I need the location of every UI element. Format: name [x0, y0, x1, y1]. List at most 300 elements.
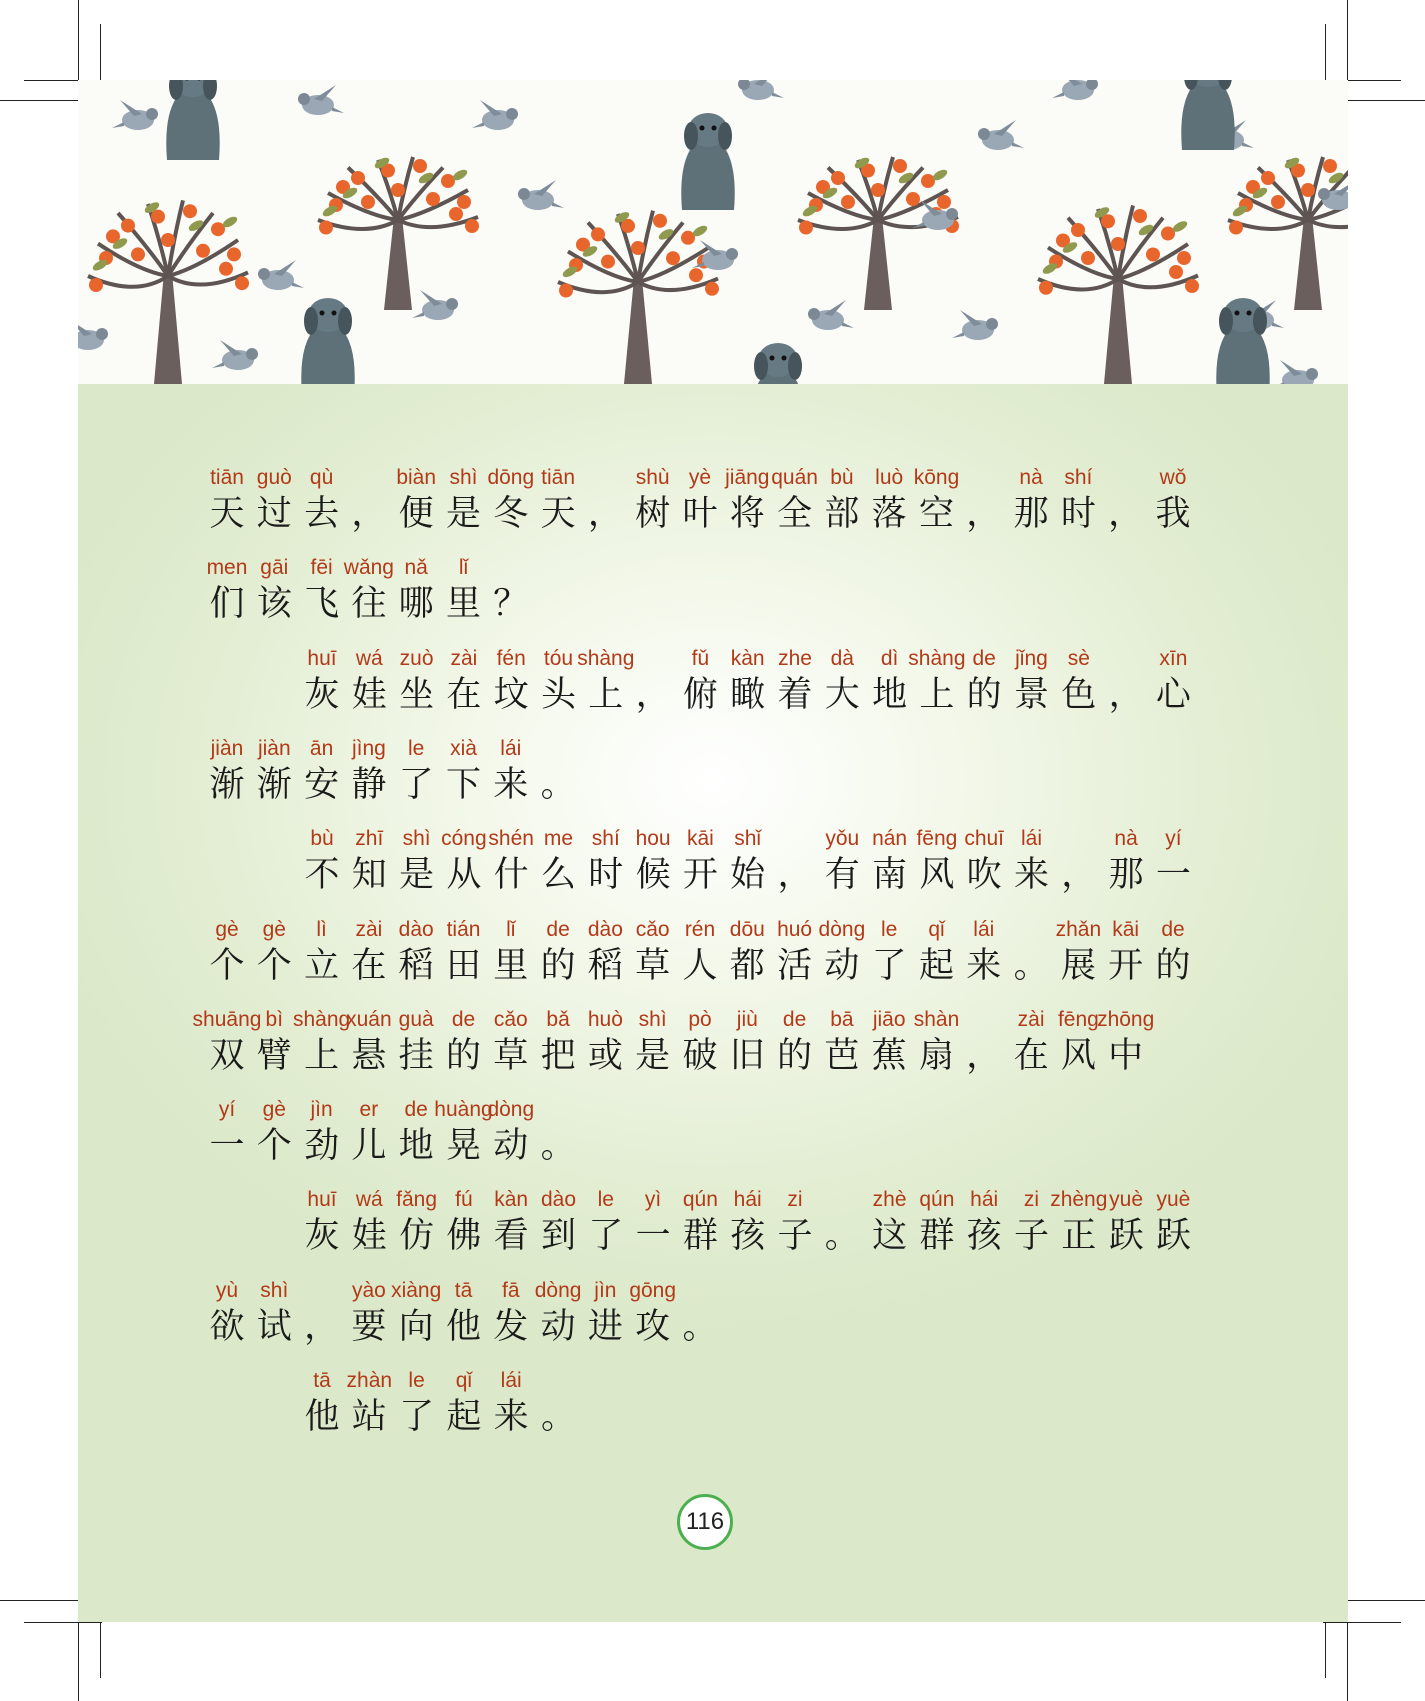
hanzi: 么 — [540, 855, 576, 896]
hanzi: 子 — [1013, 1216, 1049, 1257]
pinyin: jiàn — [210, 736, 244, 760]
hanzi: 悬 — [351, 1035, 387, 1076]
hanzi: 欲 — [209, 1306, 245, 1347]
bird — [1272, 360, 1318, 384]
hanzi: 的 — [966, 674, 1002, 715]
crop-mark — [1323, 1622, 1401, 1623]
pinyin: zhèng — [1050, 1188, 1108, 1212]
pinyin: fén — [496, 646, 526, 670]
pinyin: tóu — [543, 646, 574, 670]
pinyin: kāi — [686, 827, 714, 851]
crop-mark — [1347, 1622, 1348, 1701]
bird — [1052, 80, 1098, 100]
pinyin: huī — [307, 646, 337, 670]
hanzi: 是 — [445, 494, 481, 534]
text-line — [78, 1098, 1348, 1178]
pinyin: yì — [644, 1188, 662, 1212]
hanzi: ， — [1108, 674, 1144, 715]
page-number: 116 — [677, 1494, 733, 1550]
pinyin: chuī — [964, 827, 1005, 851]
pinyin: sè — [1067, 646, 1090, 670]
hanzi: 蕉 — [871, 1035, 907, 1076]
pinyin: zhī — [355, 827, 384, 851]
hanzi: 里 — [445, 584, 481, 625]
pinyin: dōng — [487, 466, 535, 489]
hanzi: 动 — [493, 1126, 529, 1167]
pinyin: jìng — [351, 736, 386, 760]
hanzi: ， — [1061, 855, 1097, 896]
hanzi: 坐 — [399, 674, 435, 715]
hanzi: 了 — [399, 1397, 435, 1437]
dog — [301, 298, 354, 384]
bird — [78, 320, 108, 350]
hanzi: 孩 — [730, 1216, 766, 1257]
pinyin: tā — [454, 1278, 473, 1302]
hanzi: 展 — [1060, 945, 1096, 986]
char-cell — [1151, 466, 1195, 546]
hanzi: 跃 — [1155, 1216, 1191, 1257]
hanzi: 都 — [729, 945, 765, 986]
pinyin: cóng — [441, 827, 487, 851]
hanzi: 劲 — [304, 1126, 340, 1167]
hanzi: 俯 — [682, 674, 718, 715]
hanzi: 开 — [1108, 945, 1144, 986]
pinyin: ān — [309, 736, 334, 760]
pinyin: kōng — [913, 466, 960, 489]
text-line — [78, 466, 1348, 546]
char-cell — [489, 1369, 533, 1449]
hanzi: 不 — [304, 855, 340, 896]
pinyin: dōu — [729, 917, 765, 941]
char-cell — [773, 1188, 817, 1268]
pinyin: lái — [973, 917, 995, 941]
hanzi: 芭 — [824, 1035, 860, 1076]
char-cell — [631, 1279, 675, 1359]
char-cell — [1151, 1188, 1195, 1268]
pinyin: zhè — [872, 1188, 907, 1212]
hanzi: 站 — [351, 1397, 387, 1437]
hanzi: 娃 — [351, 674, 387, 715]
char-cell — [1056, 466, 1100, 546]
pinyin: nán — [872, 827, 908, 851]
hanzi: 动 — [824, 945, 860, 986]
char-cell — [252, 1279, 296, 1359]
text-line — [78, 1008, 1348, 1088]
pinyin: zhe — [778, 646, 812, 670]
pinyin: nà — [1019, 466, 1043, 489]
pinyin: kāi — [1112, 917, 1140, 941]
hanzi: 上 — [304, 1035, 340, 1076]
pinyin: shì — [402, 827, 431, 851]
hanzi: 一 — [635, 1216, 671, 1257]
pinyin: lǐ — [458, 556, 469, 580]
hanzi: 或 — [587, 1035, 623, 1076]
hanzi: 从 — [446, 855, 482, 896]
pinyin: dà — [830, 646, 854, 670]
pinyin: de — [451, 1007, 476, 1031]
hanzi: 孩 — [966, 1216, 1002, 1257]
hanzi: 群 — [682, 1216, 718, 1257]
pinyin: hái — [733, 1188, 762, 1212]
hanzi: 去 — [304, 494, 340, 534]
text-line — [78, 1188, 1348, 1268]
hanzi: 田 — [445, 945, 481, 986]
pinyin: shuāng — [192, 1007, 262, 1031]
pinyin: le — [408, 736, 425, 760]
pinyin: yuè — [1109, 1188, 1144, 1212]
pinyin: lái — [500, 736, 522, 760]
pinyin: pò — [688, 1007, 712, 1031]
hanzi: 正 — [1061, 1216, 1097, 1257]
hanzi: 天 — [540, 494, 576, 534]
hanzi: 景 — [1013, 674, 1049, 715]
pinyin: me — [543, 827, 574, 851]
pinyin: men — [206, 556, 248, 580]
pinyin: de — [404, 1098, 428, 1122]
hanzi: 的 — [1155, 945, 1191, 986]
crop-mark — [1345, 100, 1425, 101]
char-cell — [1097, 1007, 1155, 1088]
hanzi: 部 — [824, 494, 860, 534]
illustration-banner — [78, 80, 1348, 384]
hanzi: 。 — [1013, 945, 1049, 986]
char-cell — [489, 737, 533, 817]
pinyin: wǎng — [343, 556, 394, 580]
pinyin: fēng — [1057, 1007, 1099, 1031]
hanzi: 。 — [682, 1306, 718, 1347]
pinyin: kàn — [494, 1188, 529, 1212]
hanzi: 起 — [918, 945, 954, 986]
pinyin: er — [359, 1098, 379, 1122]
pinyin: le — [597, 1188, 614, 1212]
hanzi: 心 — [1155, 674, 1191, 715]
pinyin: wá — [355, 1188, 383, 1212]
pinyin: shén — [488, 827, 534, 851]
char-cell — [536, 737, 580, 817]
hanzi: 中 — [1108, 1035, 1144, 1076]
pinyin: gè — [262, 1098, 286, 1122]
dog — [1181, 80, 1234, 150]
hanzi: 上 — [919, 674, 955, 715]
bird — [952, 310, 998, 340]
bird — [518, 180, 564, 210]
pinyin: yè — [688, 466, 712, 489]
char-cell — [537, 1369, 581, 1449]
hanzi: ？ — [493, 584, 529, 625]
pinyin: zi — [787, 1188, 803, 1212]
pinyin: yǒu — [825, 827, 860, 851]
hanzi: 试 — [256, 1306, 292, 1347]
crop-mark — [0, 100, 80, 101]
pinyin: zhōng — [1097, 1007, 1155, 1031]
hanzi: 地 — [872, 674, 908, 715]
pinyin: qù — [309, 466, 334, 489]
crop-mark — [78, 1622, 79, 1701]
hanzi: 扇 — [918, 1035, 954, 1076]
hanzi: ， — [777, 855, 813, 896]
hanzi: 了 — [871, 945, 907, 986]
hanzi: 风 — [1060, 1035, 1096, 1076]
char-cell — [300, 466, 344, 546]
hanzi: 人 — [682, 945, 718, 986]
bird — [978, 120, 1024, 150]
char-cell — [915, 1008, 959, 1088]
text-line — [78, 918, 1348, 998]
pinyin: wá — [355, 646, 383, 670]
pinyin: gè — [215, 917, 239, 941]
hanzi: 立 — [304, 945, 340, 986]
hanzi: 风 — [919, 855, 955, 896]
hanzi: 静 — [351, 764, 387, 805]
hanzi: 稻 — [398, 945, 434, 986]
hanzi: 渐 — [256, 764, 292, 805]
hanzi: 始 — [730, 855, 766, 896]
hanzi: 把 — [540, 1035, 576, 1076]
char-cell — [489, 1098, 533, 1178]
dog — [1216, 298, 1269, 384]
bird — [298, 85, 344, 115]
pinyin: tiān — [541, 466, 576, 489]
hanzi: 个 — [209, 945, 245, 986]
hanzi: ， — [966, 1035, 1002, 1076]
text-line — [78, 647, 1348, 727]
bird — [472, 100, 518, 130]
pinyin: gōng — [629, 1278, 677, 1302]
pinyin: de — [782, 1007, 807, 1031]
hanzi: 过 — [256, 494, 292, 534]
pinyin: de — [546, 917, 570, 941]
pinyin: guò — [256, 466, 292, 489]
hanzi: ， — [304, 1306, 340, 1347]
pinyin: xià — [450, 736, 477, 760]
hanzi: 安 — [304, 764, 340, 805]
hanzi: 来 — [1013, 855, 1049, 896]
hanzi: 个 — [256, 1126, 292, 1167]
pinyin: lǐ — [506, 917, 516, 941]
pinyin: tián — [446, 917, 481, 941]
hanzi: 活 — [777, 945, 813, 986]
pinyin: jìn — [594, 1278, 617, 1302]
pinyin: zhǎn — [1055, 917, 1102, 941]
persimmon-tree — [558, 210, 719, 384]
hanzi: 在 — [446, 674, 482, 715]
hanzi: 娃 — [351, 1216, 387, 1257]
pinyin: huò — [587, 1007, 623, 1031]
pinyin: le — [408, 1369, 425, 1392]
pinyin: gāi — [260, 556, 289, 580]
pinyin: tā — [313, 1369, 331, 1392]
pinyin: dì — [880, 646, 899, 670]
char-cell — [678, 1279, 722, 1359]
pinyin: zài — [1017, 1007, 1045, 1031]
hanzi: 子 — [777, 1216, 813, 1257]
hanzi: 时 — [1060, 494, 1096, 534]
text-line — [78, 1369, 1348, 1449]
hanzi: 看 — [493, 1216, 529, 1257]
hanzi: 飞 — [304, 584, 340, 625]
char-cell — [1151, 918, 1195, 998]
pinyin: bā — [830, 1007, 854, 1031]
hanzi: 佛 — [446, 1216, 482, 1257]
hanzi: 儿 — [351, 1126, 387, 1167]
hanzi: 天 — [209, 494, 245, 534]
pinyin: shì — [260, 1278, 289, 1302]
hanzi: 在 — [1013, 1035, 1049, 1076]
crop-mark — [0, 1600, 80, 1601]
crop-mark — [24, 1622, 102, 1623]
pinyin: qún — [682, 1188, 718, 1212]
hanzi: 那 — [1013, 494, 1049, 534]
pinyin: dòng — [534, 1278, 582, 1302]
hanzi: 要 — [351, 1306, 387, 1347]
hanzi: 那 — [1108, 855, 1144, 896]
pinyin: cǎo — [493, 1007, 528, 1031]
pinyin: de — [1161, 917, 1185, 941]
pinyin: dào — [540, 1188, 577, 1212]
hanzi: 空 — [918, 494, 954, 534]
pinyin: shàng — [292, 1007, 351, 1031]
hanzi: 地 — [398, 1126, 434, 1167]
pinyin: hái — [970, 1188, 999, 1212]
pinyin: fā — [502, 1278, 520, 1302]
pinyin: huī — [307, 1188, 337, 1212]
hanzi: 这 — [872, 1216, 908, 1257]
char-cell — [726, 827, 770, 907]
hanzi: 了 — [588, 1216, 624, 1257]
pinyin: bì — [265, 1007, 284, 1031]
char-cell — [577, 646, 635, 727]
pinyin: zài — [450, 646, 478, 670]
pinyin: biàn — [396, 466, 437, 489]
pinyin: nǎ — [404, 556, 428, 580]
hanzi: 了 — [398, 764, 434, 805]
pinyin: xīn — [1159, 646, 1188, 670]
hanzi: 便 — [398, 494, 434, 534]
pinyin: le — [881, 917, 898, 941]
pinyin: jiù — [736, 1007, 758, 1031]
pinyin: yù — [215, 1278, 239, 1302]
hanzi: 草 — [493, 1035, 529, 1076]
hanzi: 是 — [399, 855, 435, 896]
hanzi: 个 — [256, 945, 292, 986]
pinyin: huó — [777, 917, 813, 941]
pinyin: rén — [684, 917, 716, 941]
pinyin: huàng — [434, 1098, 493, 1122]
pinyin: kàn — [730, 646, 765, 670]
hanzi: 双 — [209, 1035, 245, 1076]
hanzi: 灰 — [304, 674, 340, 715]
pinyin: dào — [398, 917, 434, 941]
pinyin: hou — [635, 827, 671, 851]
hanzi: 的 — [777, 1035, 813, 1076]
hanzi: 坟 — [493, 674, 529, 715]
hanzi: 进 — [587, 1306, 623, 1347]
hanzi: 破 — [682, 1035, 718, 1076]
hanzi: 是 — [635, 1035, 671, 1076]
char-cell — [962, 918, 1006, 998]
hanzi: 开 — [682, 855, 718, 896]
hanzi: 全 — [777, 494, 813, 534]
pinyin: yào — [351, 1278, 386, 1302]
text-line — [78, 556, 1348, 636]
bird — [412, 290, 458, 320]
hanzi: 时 — [588, 855, 624, 896]
persimmon-tree — [1228, 156, 1348, 310]
hanzi: 一 — [209, 1126, 245, 1167]
text-line — [78, 737, 1348, 817]
hanzi: 头 — [540, 674, 576, 715]
hanzi: 草 — [635, 945, 671, 986]
hanzi: 。 — [824, 1216, 860, 1257]
persimmon-tree — [798, 156, 959, 310]
hanzi: 树 — [635, 494, 671, 534]
pinyin: yuè — [1156, 1188, 1191, 1212]
pinyin: gè — [262, 917, 286, 941]
hanzi: 里 — [493, 945, 529, 986]
pinyin: yí — [1165, 827, 1182, 851]
hanzi: 候 — [635, 855, 671, 896]
char-cell — [1057, 647, 1101, 727]
pinyin: dào — [587, 917, 623, 941]
pinyin: fǎng — [396, 1188, 438, 1212]
persimmon-tree — [318, 156, 479, 310]
hanzi: 起 — [446, 1397, 482, 1437]
hanzi: 该 — [256, 584, 292, 625]
crop-mark — [78, 0, 79, 80]
text-line — [78, 827, 1348, 907]
hanzi: 仿 — [399, 1216, 435, 1257]
pinyin: jǐng — [1015, 646, 1048, 670]
pinyin: fǔ — [691, 646, 710, 670]
bird — [738, 80, 784, 100]
pinyin: tiān — [210, 466, 244, 489]
pinyin: fēng — [916, 827, 958, 851]
pinyin: shàng — [577, 646, 635, 670]
hanzi: 下 — [445, 764, 481, 805]
hanzi: 晃 — [445, 1126, 481, 1167]
hanzi: 。 — [540, 1397, 576, 1437]
pinyin: xiàng — [391, 1278, 442, 1302]
char-cell — [489, 556, 533, 636]
dog — [681, 113, 734, 210]
hanzi: 。 — [540, 1126, 576, 1167]
hanzi: 知 — [351, 855, 387, 896]
hanzi: 着 — [777, 674, 813, 715]
hanzi: 色 — [1061, 674, 1097, 715]
pinyin: lái — [1020, 827, 1042, 851]
bird — [258, 260, 304, 290]
pinyin: zuò — [399, 646, 434, 670]
char-cell — [1010, 827, 1054, 907]
char-cell — [1151, 827, 1195, 907]
hanzi: 他 — [304, 1397, 340, 1437]
hanzi: 灰 — [304, 1216, 340, 1257]
hanzi: 叶 — [682, 494, 718, 534]
bird — [808, 300, 854, 330]
bird — [212, 340, 258, 370]
bird — [112, 100, 158, 130]
hanzi: 的 — [445, 1035, 481, 1076]
pinyin: xuán — [346, 1007, 392, 1031]
hanzi: 来 — [493, 1397, 529, 1437]
hanzi: 来 — [966, 945, 1002, 986]
hanzi: 瞰 — [730, 674, 766, 715]
pinyin: qún — [919, 1188, 955, 1212]
hanzi: 吹 — [966, 855, 1002, 896]
pinyin: cǎo — [635, 917, 670, 941]
pinyin: bǎ — [546, 1007, 570, 1031]
pinyin: fú — [455, 1188, 473, 1212]
